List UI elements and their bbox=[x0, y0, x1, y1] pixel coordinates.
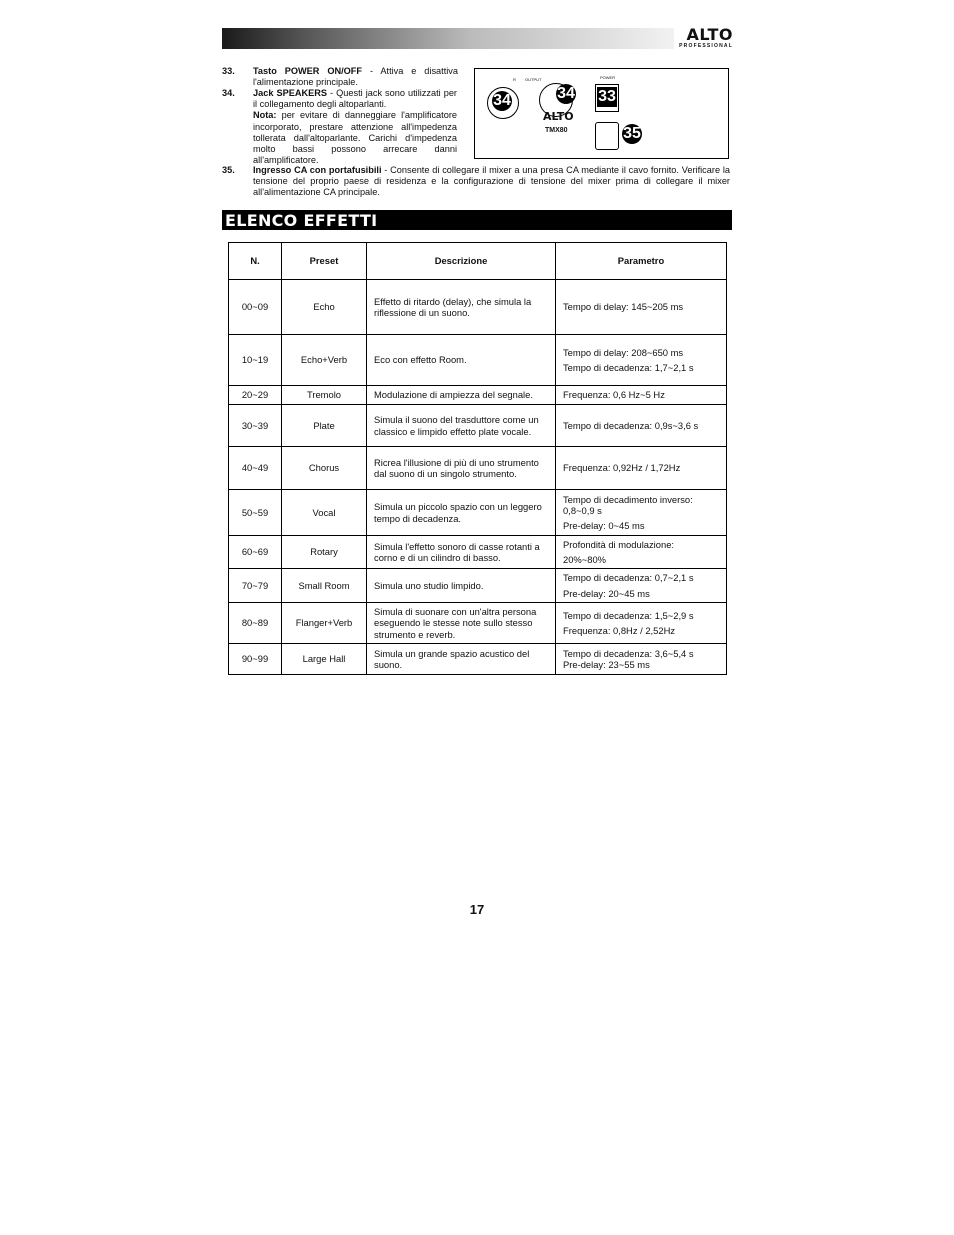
ac-inlet bbox=[595, 122, 619, 150]
param-line: Tempo di delay: 208~650 ms bbox=[563, 346, 684, 358]
item-title: Tasto POWER ON/OFF bbox=[253, 66, 363, 76]
cell-preset: Flanger+Verb bbox=[282, 603, 367, 644]
panel-logo: ALTO bbox=[543, 110, 574, 123]
cell-number: 90~99 bbox=[229, 644, 282, 675]
item-title: Jack SPEAKERS bbox=[253, 88, 328, 98]
cell-parameter bbox=[556, 603, 727, 644]
cell-preset: Tremolo bbox=[282, 386, 367, 405]
item-title: Ingresso CA con portafusibili bbox=[253, 165, 382, 175]
cell-parameter bbox=[556, 644, 727, 675]
table-row bbox=[229, 569, 727, 603]
item-text bbox=[253, 88, 457, 166]
cell-parameter bbox=[556, 569, 727, 603]
item-body: - Questi jack sono utilizzati per il collegamento degli altoparlanti. bbox=[253, 88, 457, 110]
cell-parameter bbox=[556, 536, 727, 569]
table-row bbox=[229, 447, 727, 490]
logo-subtitle: PROFESSIONAL bbox=[679, 43, 733, 49]
param-line: Tempo di decadimento inverso: 0,8~0,9 s bbox=[563, 493, 693, 517]
panel-label-r: R bbox=[513, 77, 516, 82]
item-text bbox=[253, 165, 730, 199]
callout-34-left: 34 bbox=[493, 92, 511, 109]
cell-number: 00~09 bbox=[229, 280, 282, 335]
param-line: Frequenza: 0,6 Hz~5 Hz bbox=[563, 389, 665, 401]
cell-description: Effetto di ritardo (delay), che simula la riflessione di un suono. bbox=[367, 280, 556, 335]
cell-description: Simula di suonare con un'altra persona eseguendo le stesse note sullo stesso strumento e reverb. bbox=[367, 603, 556, 644]
header-cell: Preset bbox=[282, 243, 367, 280]
cell-preset: Rotary bbox=[282, 536, 367, 569]
item-body: - Attiva e disattiva l'alimentazione principale. bbox=[253, 66, 458, 88]
callout-35: 35 bbox=[623, 125, 641, 142]
item-number: 35. bbox=[222, 165, 235, 175]
cell-description: Simula un piccolo spazio con un leggero tempo di decadenza. bbox=[367, 490, 556, 536]
cell-parameter bbox=[556, 405, 727, 447]
cell-number: 20~29 bbox=[229, 386, 282, 405]
cell-parameter bbox=[556, 447, 727, 490]
page-number: 17 bbox=[469, 902, 485, 917]
cell-number: 80~89 bbox=[229, 603, 282, 644]
logo-word: ALTO bbox=[686, 25, 733, 44]
header-cell: Descrizione bbox=[367, 243, 556, 280]
param-line: Tempo di decadenza: 0,9s~3,6 s bbox=[563, 419, 699, 431]
panel-model: TMX80 bbox=[545, 127, 568, 134]
item-text bbox=[253, 66, 458, 88]
table-row bbox=[229, 603, 727, 644]
cell-preset: Echo+Verb bbox=[282, 335, 367, 386]
cell-parameter bbox=[556, 335, 727, 386]
cell-preset: Chorus bbox=[282, 447, 367, 490]
param-line: Tempo di decadenza: 1,7~2,1 s bbox=[563, 362, 694, 373]
panel-label-output: OUTPUT bbox=[525, 77, 542, 82]
cell-number: 50~59 bbox=[229, 490, 282, 536]
item-number: 33. bbox=[222, 66, 235, 76]
cell-preset: Small Room bbox=[282, 569, 367, 603]
param-line: Tempo di delay: 145~205 ms bbox=[563, 301, 684, 313]
cell-number: 40~49 bbox=[229, 447, 282, 490]
cell-description: Simula l'effetto sonoro di casse rotanti a corno e di un cilindro di basso. bbox=[367, 536, 556, 569]
item-number: 34. bbox=[222, 88, 235, 98]
cell-description: Simula uno studio limpido. bbox=[367, 569, 556, 603]
alto-logo bbox=[677, 26, 733, 52]
param-line: Tempo di decadenza: 0,7~2,1 s bbox=[563, 572, 694, 583]
param-line: Tempo di decadenza: 1,5~2,9 s bbox=[563, 609, 694, 621]
table-row bbox=[229, 386, 727, 405]
cell-parameter bbox=[556, 490, 727, 536]
cell-description: Simula un grande spazio acustico del suono. bbox=[367, 644, 556, 675]
header-cell: N. bbox=[229, 243, 282, 280]
header-cell: Parametro bbox=[556, 243, 727, 280]
cell-description: Modulazione di ampiezza del segnale. bbox=[367, 386, 556, 405]
note-text: per evitare di danneggiare l'amplificatore incorporato, prestare attenzione all'impedenza tollerata dall'altoparlante. Carichi d'impedenza molto bassi possono arrecare danni all'amplificatore. bbox=[253, 110, 457, 166]
param-line: Frequenza: 0,92Hz / 1,72Hz bbox=[563, 462, 681, 474]
cell-parameter bbox=[556, 386, 727, 405]
cell-description: Simula il suono del trasduttore come un classico e limpido effetto plate vocale. bbox=[367, 405, 556, 447]
cell-number: 60~69 bbox=[229, 536, 282, 569]
section-title: ELENCO EFFETTI bbox=[225, 211, 378, 230]
cell-preset: Large Hall bbox=[282, 644, 367, 675]
param-line: Pre-delay: 20~45 ms bbox=[563, 587, 650, 599]
cell-preset: Echo bbox=[282, 280, 367, 335]
section-header bbox=[222, 210, 732, 230]
param-line: Pre-delay: 0~45 ms bbox=[563, 519, 645, 531]
param-line: Pre-delay: 23~55 ms bbox=[563, 659, 650, 670]
param-line: Tempo di decadenza: 3,6~5,4 s bbox=[563, 647, 694, 659]
callout-34-right: 34 bbox=[557, 85, 575, 102]
table-row bbox=[229, 335, 727, 386]
cell-parameter bbox=[556, 280, 727, 335]
table-row bbox=[229, 644, 727, 675]
note-label: Nota: bbox=[253, 110, 277, 121]
table-row bbox=[229, 405, 727, 447]
table-row bbox=[229, 280, 727, 335]
param-line: 20%~80% bbox=[563, 553, 607, 565]
table-header-row bbox=[229, 243, 727, 280]
param-line: Frequenza: 0,8Hz / 2,52Hz bbox=[563, 625, 676, 636]
rear-panel-diagram bbox=[474, 68, 729, 159]
panel-label-power: POWER bbox=[600, 75, 616, 80]
header-gradient-bar bbox=[222, 28, 674, 49]
cell-number: 10~19 bbox=[229, 335, 282, 386]
cell-number: 30~39 bbox=[229, 405, 282, 447]
callout-33: 33 bbox=[598, 88, 616, 105]
table-row bbox=[229, 536, 727, 569]
cell-description: Eco con effetto Room. bbox=[367, 335, 556, 386]
cell-description: Ricrea l'illusione di più di uno strumento dal suono di un singolo strumento. bbox=[367, 447, 556, 490]
param-line: Profondità di modulazione: bbox=[563, 539, 675, 550]
cell-preset: Plate bbox=[282, 405, 367, 447]
table-row bbox=[229, 490, 727, 536]
cell-preset: Vocal bbox=[282, 490, 367, 536]
effects-table bbox=[228, 242, 727, 675]
item-body: - Consente di collegare il mixer a una presa CA mediante il cavo fornito. Verificare la tensione del proprio paese di residenza e la configurazione di tensione del mixer prima di collegare il mixer all'alimentazione CA principale. bbox=[253, 165, 730, 198]
cell-number: 70~79 bbox=[229, 569, 282, 603]
